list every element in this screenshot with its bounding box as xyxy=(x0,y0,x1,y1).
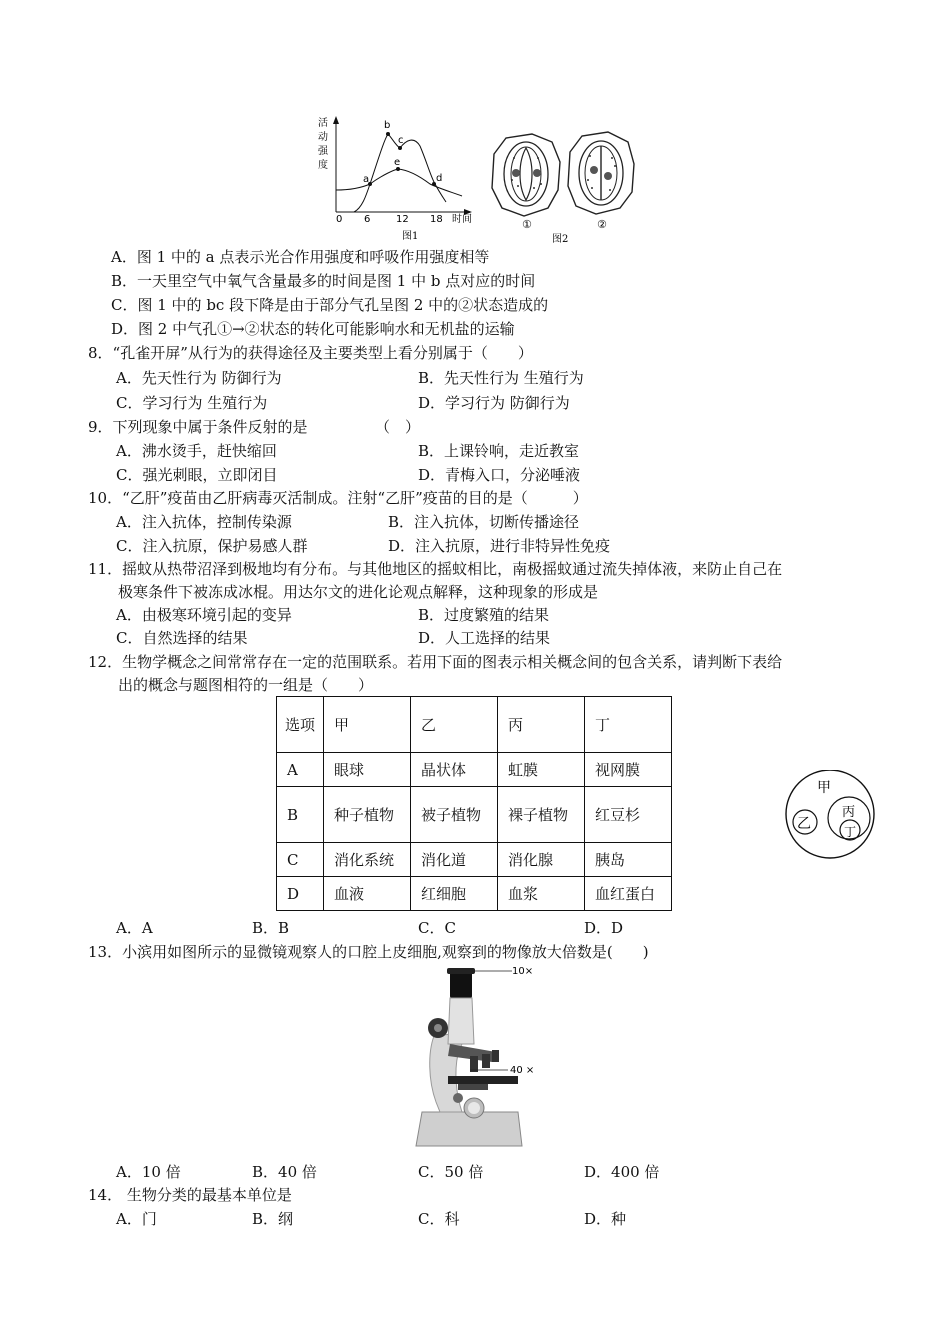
stoma-label-2: ② xyxy=(597,218,607,231)
q10-option-a: A．注入抗体，控制传染源 xyxy=(116,513,292,531)
q12-option-a: A．A xyxy=(116,919,153,937)
q14-option-b: B．纲 xyxy=(252,1210,294,1228)
table-header-cell: 选项 xyxy=(277,697,324,753)
figure-2-stomata xyxy=(488,128,638,246)
q7-option-a: A．图 1 中的 a 点表示光合作用强度和呼吸作用强度相等 xyxy=(111,248,490,266)
point-label-c: c xyxy=(398,135,404,146)
point-label-d: d xyxy=(436,173,443,184)
table-cell: 红细胞 xyxy=(411,877,498,911)
q13-option-b: B．40 倍 xyxy=(252,1163,317,1181)
table-cell: 消化系统 xyxy=(324,843,411,877)
q9-option-c: C．强光刺眼，立即闭目 xyxy=(116,466,278,484)
q11-option-a: A．由极寒环境引起的变异 xyxy=(116,606,292,624)
q14-option-c: C．科 xyxy=(418,1210,460,1228)
table-row xyxy=(277,787,672,843)
q10-option-c: C．注入抗原，保护易感人群 xyxy=(116,537,308,555)
table-cell: 红豆杉 xyxy=(585,787,672,843)
stoma-open xyxy=(492,134,560,216)
q13-stem: 13．小滨用如图所示的显微镜观察人的口腔上皮细胞,观察到的物像放大倍数是( ) xyxy=(88,943,649,961)
q8-option-c: C．学习行为 生殖行为 xyxy=(116,394,268,412)
q14-stem: 14． 生物分类的最基本单位是 xyxy=(88,1186,292,1204)
q12-option-c: C．C xyxy=(418,919,456,937)
q9-option-d: D．青梅入口，分泌唾液 xyxy=(418,466,581,484)
x-tick-6: 6 xyxy=(364,214,371,225)
table-header-cell: 乙 xyxy=(411,697,498,753)
q13-option-c: C．50 倍 xyxy=(418,1163,484,1181)
q14-option-d: D．种 xyxy=(584,1210,627,1228)
q9-option-b: B．上课铃响，走近教室 xyxy=(418,442,580,460)
stoma-closed xyxy=(568,132,634,214)
table-cell: 胰岛 xyxy=(585,843,672,877)
eyepiece-label: 10× xyxy=(512,966,534,977)
figure-1-caption: 图1 xyxy=(402,231,419,242)
q11-stem-line2: 极寒条件下被冻成冰棍。用达尔文的进化论观点解释，这种现象的形成是 xyxy=(118,583,599,601)
venn-label-jia: 甲 xyxy=(817,780,831,796)
q10-stem: 10．“乙肝”疫苗由乙肝病毒灭活制成。注射“乙肝”疫苗的目的是（ ） xyxy=(88,489,588,507)
q10-option-d: D．注入抗原，进行非特异性免疫 xyxy=(388,537,611,555)
point-label-b: b xyxy=(384,120,391,131)
table-cell: A xyxy=(277,753,324,787)
table-header-cell: 甲 xyxy=(324,697,411,753)
q11-option-b: B．过度繁殖的结果 xyxy=(418,606,550,624)
table-header-row xyxy=(277,697,672,753)
q12-option-d: D．D xyxy=(584,919,624,937)
table-cell: 被子植物 xyxy=(411,787,498,843)
objective-label: 40 × xyxy=(510,1065,535,1076)
venn-label-yi: 乙 xyxy=(797,816,811,832)
figure-1-graph xyxy=(306,112,486,242)
y-label-2: 动 xyxy=(318,132,328,143)
q11-option-c: C．自然选择的结果 xyxy=(116,629,248,647)
venn-label-bing: 丙 xyxy=(842,805,856,820)
q7-option-b: B．一天里空气中氧气含量最多的时间是图 1 中 b 点对应的时间 xyxy=(111,272,536,290)
table-cell: 视网膜 xyxy=(585,753,672,787)
q10-option-b: B．注入抗体，切断传播途径 xyxy=(388,513,580,531)
table-cell: B xyxy=(277,787,324,843)
point-label-a: a xyxy=(363,174,370,185)
table-header-cell: 丙 xyxy=(498,697,585,753)
q8-option-d: D．学习行为 防御行为 xyxy=(418,394,570,412)
table-cell: 晶状体 xyxy=(411,753,498,787)
microscope-image xyxy=(400,962,550,1156)
y-label-4: 度 xyxy=(318,160,328,171)
table-cell: 种子植物 xyxy=(324,787,411,843)
table-cell: C xyxy=(277,843,324,877)
table-cell: D xyxy=(277,877,324,911)
table-cell: 消化道 xyxy=(411,843,498,877)
q12-stem-line2: 出的概念与题图相符的一组是（ ） xyxy=(118,676,374,694)
table-cell: 血液 xyxy=(324,877,411,911)
table-row xyxy=(277,843,672,877)
q11-stem-line1: 11．摇蚊从热带沼泽到极地均有分布。与其他地区的摇蚊相比，南极摇蚊通过流失掉体液，来防止自己在 xyxy=(88,560,783,578)
q14-option-a: A．门 xyxy=(116,1210,157,1228)
q9-stem: 9．下列现象中属于条件反射的是 （ ） xyxy=(88,418,421,436)
q7-option-c: C．图 1 中的 bc 段下降是由于部分气孔呈图 2 中的②状态造成的 xyxy=(111,296,549,314)
q8-option-a: A．先天性行为 防御行为 xyxy=(116,369,282,387)
q13-option-d: D．400 倍 xyxy=(584,1163,660,1181)
venn-diagram xyxy=(780,770,880,860)
x-tick-0: 0 xyxy=(336,214,343,225)
y-label-1: 活 xyxy=(318,118,328,129)
q7-option-d: D．图 2 中气孔①→②状态的转化可能影响水和无机盐的运输 xyxy=(111,320,515,338)
q13-option-a: A．10 倍 xyxy=(116,1163,181,1181)
q11-option-d: D．人工选择的结果 xyxy=(418,629,551,647)
q8-stem: 8．“孔雀开屏”从行为的获得途径及主要类型上看分别属于（ ） xyxy=(88,344,533,362)
figure-2-caption: 图2 xyxy=(552,234,569,245)
q12-option-b: B．B xyxy=(252,919,290,937)
point-label-e: e xyxy=(394,157,401,168)
x-axis-label: 时间 xyxy=(452,214,472,225)
q9-option-a: A．沸水烫手，赶快缩回 xyxy=(116,442,277,460)
table-cell: 血红蛋白 xyxy=(585,877,672,911)
table-row xyxy=(277,877,672,911)
q8-option-b: B．先天性行为 生殖行为 xyxy=(418,369,584,387)
y-label-3: 强 xyxy=(318,146,328,157)
q12-stem-line1: 12．生物学概念之间常常存在一定的范围联系。若用下面的图表示相关概念间的包含关系，请判断下表给 xyxy=(88,653,783,671)
x-tick-18: 18 xyxy=(430,214,443,225)
table-cell: 血浆 xyxy=(498,877,585,911)
table-cell: 眼球 xyxy=(324,753,411,787)
table-cell: 虹膜 xyxy=(498,753,585,787)
table-cell: 消化腺 xyxy=(498,843,585,877)
table-header-cell: 丁 xyxy=(585,697,672,753)
x-tick-12: 12 xyxy=(396,214,409,225)
table-row xyxy=(277,753,672,787)
q12-table xyxy=(276,696,672,911)
stoma-label-1: ① xyxy=(522,218,532,231)
table-cell: 裸子植物 xyxy=(498,787,585,843)
venn-label-ding: 丁 xyxy=(844,825,857,839)
